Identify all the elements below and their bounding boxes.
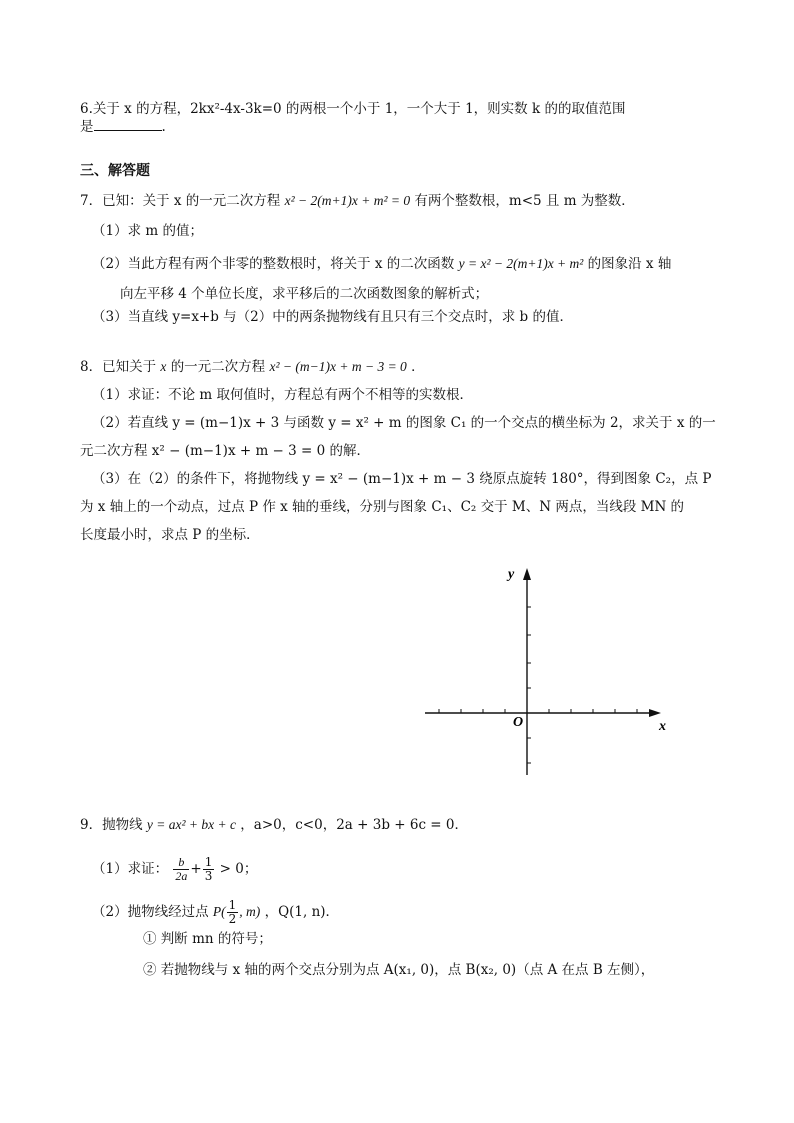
q9-sub1: ① 判断 mn 的符号； (143, 931, 272, 947)
q7-stem-formula: x² − 2(m+1)x + m² = 0 (284, 193, 411, 208)
coordinate-axes-graph (415, 560, 675, 785)
q8-stem-suffix: ． (411, 359, 425, 375)
q9-part1-plus: + (190, 861, 202, 877)
q9-part1-fraction-b-over-2a (173, 856, 189, 883)
q6-answer-blank (94, 118, 162, 131)
y-axis-label: y (508, 567, 515, 582)
q7-part2-prefix: （2）当此方程有两个非零的整数根时，将关于 x 的二次函数 (92, 256, 455, 272)
x-axis-arrow (649, 709, 661, 717)
q6-line2-prefix: 是 (80, 119, 94, 135)
q8-part3-line3: 长度最小时，求点 P 的坐标． (80, 527, 260, 543)
q8-stem-formula: x² − (m−1)x + m − 3 = 0 (269, 359, 407, 374)
q8-part1: （1）求证：不论 m 取何值时，方程总有两个不相等的实数根． (92, 387, 473, 403)
q9-stem-formula: y = ax² + bx + c (146, 817, 236, 832)
q8-part3-line2: 为 x 轴上的一个动点，过点 P 作 x 轴的垂线，分别与图象 C₁、C₂ 交于 M、N 两点，当线段 MN 的 (80, 499, 685, 515)
q6-line1: 6.关于 x 的方程，2kx²-4x-3k=0 的两根一个小于 1，一个大于 1，则实数 k 的的取值范围 (80, 101, 626, 117)
q8-stem-mid: 的一元二次方程 (170, 359, 266, 375)
q9-point-p-frac-denominator: 2 (228, 912, 237, 926)
q7-part2-suffix: 的图象沿 x 轴 (587, 256, 672, 272)
q8-stem-var: x (160, 359, 167, 374)
q9-part2-suffix: ，Q(1, n)． (264, 904, 340, 920)
q8-part2-line2: 元二次方程 x² − (m−1)x + m − 3 = 0 的解． (80, 443, 371, 459)
q9-stem-suffix: ，a>0，c<0，2a + 3b + 6c = 0． (240, 817, 468, 833)
q7-stem-prefix: 7．已知：关于 x 的一元二次方程 (80, 193, 281, 209)
q9-part2 (92, 895, 339, 929)
q9-frac2-denominator: 3 (204, 869, 213, 883)
q9-point-p-fraction (227, 899, 239, 926)
q7-stem (80, 192, 635, 210)
q8-stem (80, 358, 425, 376)
section-3-title: 三、解答题 (80, 163, 150, 179)
q9-stem (80, 816, 468, 834)
y-axis-arrow (523, 568, 531, 580)
q9-point-p-prefix: P( (212, 904, 226, 919)
q6-line2-suffix: . (161, 119, 166, 135)
q9-frac1-numerator: b (178, 855, 185, 869)
q9-stem-prefix: 9．抛物线 (80, 817, 143, 833)
q7-part3: （3）当直线 y=x+b 与（2）中的两条抛物线有且只有三个交点时，求 b 的值． (92, 309, 573, 325)
q8-part3-line1: （3）在（2）的条件下，将抛物线 y = x² − (m−1)x + m − 3 绕原点旋转 180°，得到图象 C₂，点 P (92, 471, 712, 487)
q9-frac2-numerator: 1 (204, 855, 213, 869)
q9-point-p-suffix: , m) (239, 904, 261, 919)
q8-part2-line1: （2）若直线 y = (m−1)x + 3 与函数 y = x² + m 的图象 C₁ 的一个交点的横坐标为 2，求关于 x 的一 (92, 415, 716, 431)
q8-stem-prefix: 8．已知关于 (80, 359, 157, 375)
q9-part1 (92, 852, 257, 886)
q9-part2-prefix: （2）抛物线经过点 (92, 904, 209, 920)
q9-part1-prefix: （1）求证： (92, 861, 169, 877)
q9-sub2: ② 若抛物线与 x 轴的两个交点分别为点 A(x₁, 0)，点 B(x₂, 0)（点 A 在点 B 左侧）， (143, 962, 655, 978)
q7-part2-line2: 向左平移 4 个单位长度，求平移后的二次函数图象的解析式； (120, 286, 489, 302)
q9-frac1-denominator: 2a (175, 869, 188, 883)
x-axis-label: x (659, 719, 666, 734)
q9-part1-suffix: > 0； (219, 861, 258, 877)
q9-part1-fraction-1-over-3 (203, 856, 215, 883)
q9-point-p-frac-numerator: 1 (228, 898, 237, 912)
q6-line2 (80, 118, 166, 136)
q7-part2-line1 (92, 255, 671, 273)
q7-part1: （1）求 m 的值； (92, 223, 203, 239)
q7-part2-formula: y = x² − 2(m+1)x + m² (458, 256, 584, 271)
origin-label: O (513, 715, 524, 730)
q7-stem-suffix: 有两个整数根，m<5 且 m 为整数． (414, 193, 635, 209)
